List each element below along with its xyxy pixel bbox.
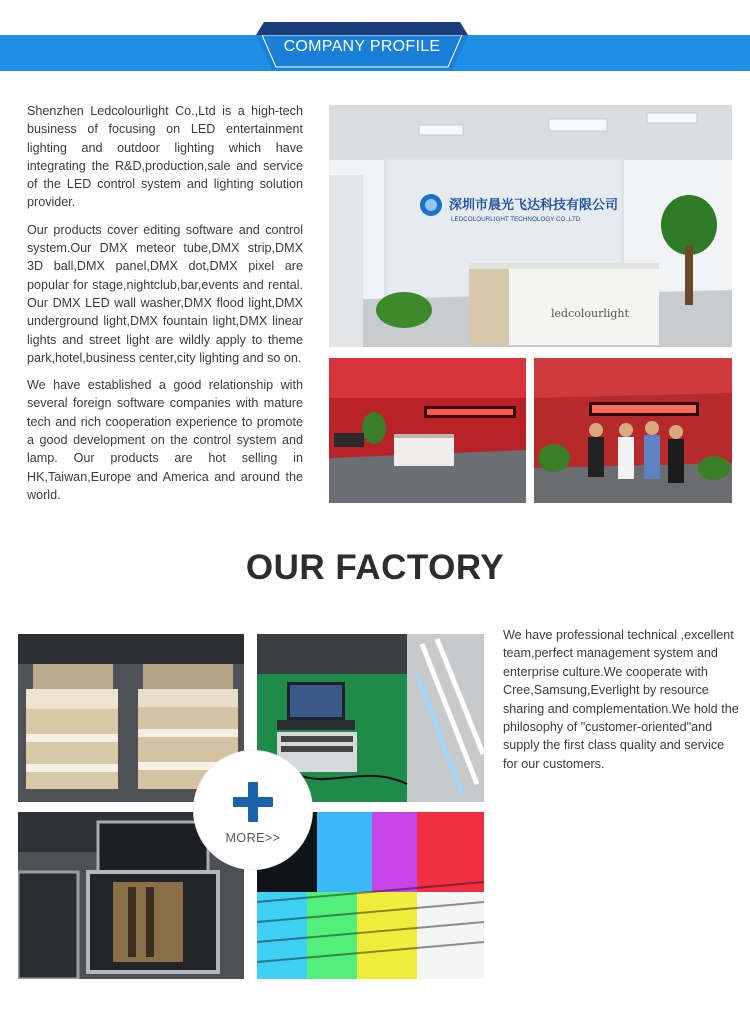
profile-paragraph: Shenzhen Ledcolourlight Co.,Ltd is a high-tech business of focusing on LED entertainment lighting and outdoor lighting which have integrating the R&D,production,sale and service of the LED control system and lighting solution provider.: [27, 104, 303, 210]
profile-paragraph: We have established a good relationship with several foreign software companies with mature tech and rich cooperation experience to promote a good development on the control system and lamp. Our products are hot selling in HK,Taiwan,Europe and America and around the world.: [27, 378, 303, 502]
lobby-photo: [329, 358, 526, 503]
desk-logo-text: ledcolourlight: [551, 307, 629, 320]
team-photo: [534, 358, 732, 503]
office-reception-photo: [329, 105, 732, 347]
company-profile-title: COMPANY PROFILE: [283, 38, 441, 55]
more-label: MORE>>: [225, 831, 281, 845]
profile-paragraph: Our products cover editing software and control system.Our DMX meteor tube,DMX strip,DMX 3D ball,DMX panel,DMX dot,DMX pixel are popular for stage,nightclub,bar,events and rental. Our DMX LED wall washer,DMX flood light,DMX underground light,DMX fountain light,DMX linear lights and street light are wildly apply to theme park,hotel,business center,city lighting and so on.: [27, 222, 303, 365]
more-button[interactable]: [194, 751, 312, 869]
company-profile-tab: [256, 18, 468, 70]
plus-icon: [233, 782, 273, 822]
company-profile-text: [27, 102, 303, 513]
factory-title: OUR FACTORY: [245, 548, 505, 587]
office-sign-english: LEDCOLOURLIGHT TECHNOLOGY CO.,LTD: [451, 216, 581, 223]
factory-description: We have professional technical ,excellent team,perfect management system and enterprise culture.We cooperate with Cree,Samsung,Everlight by resource sharing and complementation.We hold the philosophy of "customer-oriented"and supply the first class quality and service for our customers.: [503, 628, 739, 771]
office-sign-chinese: 深圳市晨光飞达科技有限公司: [449, 198, 619, 213]
